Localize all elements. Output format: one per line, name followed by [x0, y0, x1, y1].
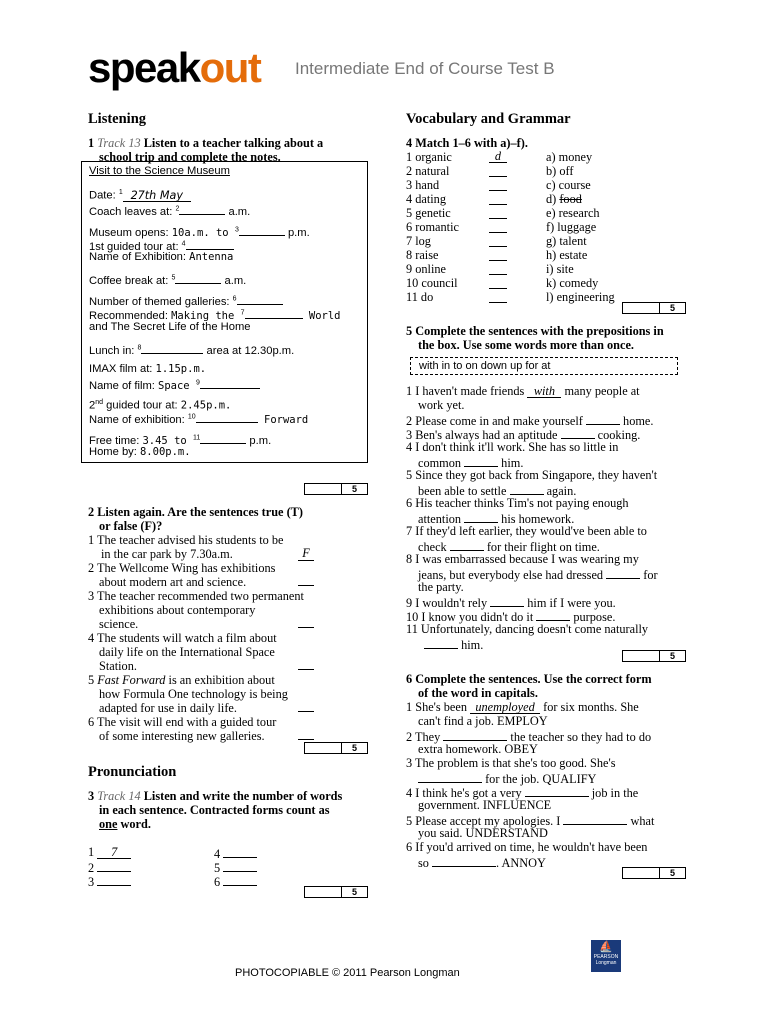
- q4-left-item: 10 council: [406, 276, 458, 290]
- notes-lunch: Lunch in: $^8$ area at 12.30p.m.: [89, 341, 294, 358]
- q4-right-item: a) money: [546, 150, 593, 164]
- q5-sentence-7: 7 If they'd left earlier, they would've been able to: [406, 524, 647, 538]
- q6-sentence-6: 6 If you'd arrived on time, he wouldn't have been: [406, 840, 648, 854]
- pronunciation-heading: Pronunciation: [88, 764, 177, 780]
- notes-recommended: Recommended: Making the $^7$ World: [89, 306, 340, 323]
- q5-sentence-11: 11 Unfortunately, dancing doesn't come naturally: [406, 622, 649, 636]
- q2-item-1: 1 The teacher advised his students to be: [88, 533, 284, 547]
- q4-left-item: 5 genetic: [406, 206, 451, 220]
- notes-box: Visit to the Science Museum Date: $^1$ 27th May Coach leaves at: $^2$ a.m. Museum opens: 10a.m. to $^3$ p.m. 1st guided tour at: $^4$ Name of Exhibition: Antenna Coffee break at: $^5$ a.m. Number of themed galleries: $^6$ Recommended: Making the $^7$ World and The Secret Life of the Home Lunch in: $^8$ area at 12.30p.m. IMAX film at: 1.15p.m. Name of film: Space $^9$ 2nd guided tour at: 2.45p.m. Name of exhibition: $^{10}$ Forward Free time: 3.45 to $^{11}$ p.m. Home by: 8.00p.m.: [81, 161, 368, 463]
- q4-answer-blank: [489, 290, 507, 303]
- q4-left-item: 2 natural: [406, 164, 450, 178]
- q1-score-box: 5: [304, 483, 368, 495]
- vocab-heading: Vocabulary and Grammar: [406, 111, 571, 127]
- q6-sentence-3: 3 The problem is that she's too good. She's: [406, 756, 616, 770]
- q4-right-item: h) estate: [546, 248, 588, 262]
- notes-opens: Museum opens: 10a.m. to $^3$ p.m.: [89, 223, 310, 240]
- q4-right-item: b) off: [546, 164, 574, 178]
- q4-left-item: 11 do: [406, 290, 434, 304]
- q4-answer-blank: [489, 262, 507, 275]
- notes-coffee: Coffee break at: $^5$ a.m.: [89, 271, 246, 288]
- notes-exhibition2: Name of exhibition: $^{10}$ Forward: [89, 410, 308, 427]
- notes-tour1: 1st guided tour at: $^4$: [89, 237, 234, 254]
- q2-instruction: 2 Listen again. Are the sentences true (T): [88, 505, 303, 519]
- q4-left-item: 1 organic: [406, 150, 452, 164]
- q4-score-box: 5: [622, 302, 686, 314]
- q5-sentence-9: 9 I wouldn't rely him if I were you.: [406, 596, 616, 610]
- q4-answer-blank: [489, 276, 507, 289]
- notes-coach: Coach leaves at: $^2$ a.m.: [89, 202, 250, 219]
- pearson-logo: ⛵ PEARSON Longman: [591, 940, 621, 972]
- q5-sentence-3: 3 Ben's always had an aptitude cooking.: [406, 428, 641, 442]
- notes-date: Date: $^1$ 27th May: [89, 186, 191, 203]
- q6-sentence-1: 1 She's been unemployed for six months. She: [406, 700, 639, 714]
- q4-answer-blank: d: [489, 150, 507, 163]
- q2-item-6: 6 The visit will end with a guided tour: [88, 715, 277, 729]
- q3-item-2: 2: [88, 859, 131, 875]
- q3-instruction: 3 Track 14 Listen and write the number of words: [88, 789, 343, 803]
- notes-free-time: Free time: 3.45 to $^{11}$ p.m.: [89, 431, 271, 448]
- q4-answer-blank: [489, 234, 507, 247]
- q2-answer-blank-5: [298, 700, 314, 712]
- q2-answer-blank-4: [298, 658, 314, 670]
- notes-tour2: 2nd guided tour at: 2.45p.m.: [89, 399, 232, 412]
- q4-left-item: 6 romantic: [406, 220, 459, 234]
- q5-sentence-10: 10 I know you didn't do it purpose.: [406, 610, 616, 624]
- notes-title: Visit to the Science Museum: [89, 165, 230, 177]
- notes-imax: IMAX film at: 1.15p.m.: [89, 363, 207, 375]
- q5-sentence-4: 4 I don't think it'll work. She has so little in: [406, 440, 619, 454]
- speakout-logo: speakout: [88, 44, 261, 91]
- q1-instruction: 1 Track 13 Listen to a teacher talking about a: [88, 136, 324, 150]
- q4-right-item: k) comedy: [546, 276, 599, 290]
- q2-item-2: 2 The Wellcome Wing has exhibitions: [88, 561, 276, 575]
- footer-copyright: PHOTOCOPIABLE © 2011 Pearson Longman: [235, 967, 460, 979]
- q4-answer-blank: [489, 220, 507, 233]
- q5-sentence-8: 8 I was embarrassed because I was wearing my: [406, 552, 639, 566]
- q4-right-item: c) course: [546, 178, 591, 192]
- ship-icon: ⛵: [599, 941, 613, 953]
- q4-instruction: 4 Match 1–6 with a)–f).: [406, 136, 528, 150]
- q4-right-item: d) food: [546, 192, 582, 206]
- q4-left-item: 4 dating: [406, 192, 446, 206]
- q3-score-box: 5: [304, 886, 368, 898]
- q3-item-4: 4: [214, 845, 257, 861]
- q6-sentence-2: 2 They the teacher so they had to do: [406, 730, 652, 744]
- q5-sentence-5: 5 Since they got back from Singapore, they haven't: [406, 468, 658, 482]
- q4-answer-blank: [489, 192, 507, 205]
- q2-answer-blank-2: [298, 574, 314, 586]
- q2-score-box: 5: [304, 742, 368, 754]
- notes-themed: Number of themed galleries: $^6$: [89, 292, 283, 309]
- q2-answer-blank-6: [298, 728, 314, 740]
- q3-item-3: 3: [88, 873, 131, 889]
- q5-score-box: 5: [622, 650, 686, 662]
- notes-film: Name of film: Space $^9$: [89, 376, 260, 393]
- q3-item-6: 6: [214, 873, 257, 889]
- q5-sentence-1: 1 I haven't made friends with many people at: [406, 384, 640, 398]
- q4-right-item: i) site: [546, 262, 574, 276]
- q4-right-item: g) talent: [546, 234, 587, 248]
- listening-heading: Listening: [88, 111, 147, 127]
- q6-score-box: 5: [622, 867, 686, 879]
- q4-answer-blank: [489, 206, 507, 219]
- q4-left-item: 3 hand: [406, 178, 440, 192]
- q2-answer-1: F: [298, 546, 314, 561]
- q2-item-4: 4 The students will watch a film about: [88, 631, 277, 645]
- q6-sentence-5: 5 Please accept my apologies. I what: [406, 814, 655, 828]
- notes-exhibition: Name of Exhibition: Antenna: [89, 251, 234, 263]
- q4-right-item: l) engineering: [546, 290, 615, 304]
- q3-item-1: 1 7: [88, 845, 131, 859]
- q4-answer-blank: [489, 164, 507, 177]
- q2-answer-blank-3: [298, 616, 314, 628]
- q4-left-item: 8 raise: [406, 248, 439, 262]
- q2-item-3: 3 The teacher recommended two permanent: [88, 589, 304, 603]
- q4-right-item: e) research: [546, 206, 600, 220]
- q2-item-5: 5 Fast Forward is an exhibition about: [88, 673, 275, 687]
- q5-instruction: 5 Complete the sentences with the prepositions in: [406, 324, 664, 338]
- q3-item-5: 5: [214, 859, 257, 875]
- test-title: Intermediate End of Course Test B: [295, 59, 555, 78]
- q5-sentence-2: 2 Please come in and make yourself home.: [406, 414, 654, 428]
- q6-sentence-4: 4 I think he's got a very job in the: [406, 786, 639, 800]
- prepositions-box: with in to on down up for at: [410, 357, 678, 375]
- q6-instruction: 6 Complete the sentences. Use the correct form: [406, 672, 652, 686]
- notes-home: Home by: 8.00p.m.: [89, 446, 191, 458]
- q4-answer-blank: [489, 248, 507, 261]
- q4-left-item: 7 log: [406, 234, 431, 248]
- q4-answer-blank: [489, 178, 507, 191]
- q4-right-item: f) luggage: [546, 220, 597, 234]
- q4-left-item: 9 online: [406, 262, 446, 276]
- q5-sentence-6: 6 His teacher thinks Tim's not paying enough: [406, 496, 629, 510]
